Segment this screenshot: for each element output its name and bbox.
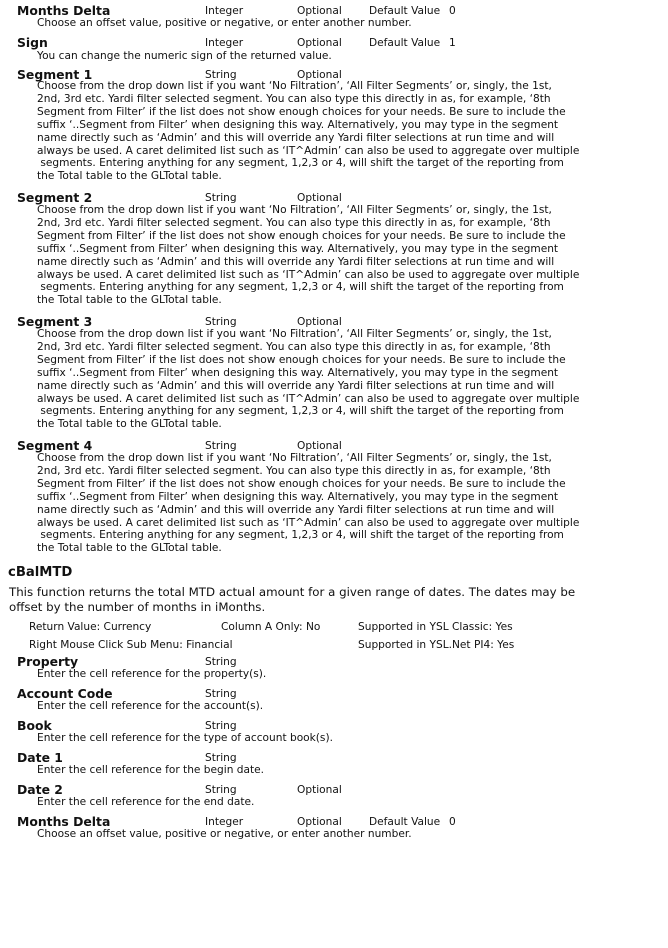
description-line: name directly such as ‘Admin’ and this will override any Yardi filter selections at run time and will: [37, 131, 555, 144]
param-default-label: Default Value: [369, 816, 441, 828]
param-default-label: Default Value: [369, 37, 441, 49]
param-type: String: [205, 656, 237, 668]
description-line: always be used. A caret delimited list such as ‘IT^Admin’ can also be used to aggregate over multiple: [37, 516, 580, 529]
param-default-value: 1: [449, 37, 456, 49]
description-line: always be used. A caret delimited list such as ‘IT^Admin’ can also be used to aggregate over multiple: [37, 392, 580, 405]
description-line: segments. Entering anything for any segment, 1,2,3 or 4, will shift the target of the reporting from: [37, 281, 564, 294]
description-line: name directly such as ‘Admin’ and this will override any Yardi filter selections at run time and will: [37, 255, 555, 268]
param-default-value: 0: [449, 5, 456, 17]
param-type: String: [205, 784, 237, 796]
description-line: the Total table to the GLTotal table.: [37, 418, 222, 431]
description-line: suffix ‘..Segment from Filter’ when designing this way. Alternatively, you may type in the segment: [37, 366, 559, 379]
description-line: Choose from the drop down list if you want ‘No Filtration’, ‘All Filter Segments’ or, singly, the 1st,: [37, 328, 552, 340]
param-description: Enter the cell reference for the account(s).: [37, 700, 264, 712]
param-optional: Optional: [297, 816, 342, 828]
right-mouse-submenu: Right Mouse Click Sub Menu: Financial: [29, 639, 233, 651]
param-optional: Optional: [297, 316, 342, 328]
description-line: suffix ‘..Segment from Filter’ when designing this way. Alternatively, you may type in the segment: [37, 242, 559, 255]
description-line: suffix ‘..Segment from Filter’ when designing this way. Alternatively, you may type in the segment: [37, 118, 559, 131]
param-type: Integer: [205, 37, 244, 49]
param-type: String: [205, 720, 237, 732]
param-name: Sign: [17, 35, 48, 50]
param-type: String: [205, 192, 237, 204]
description-line: segments. Entering anything for any segment, 1,2,3 or 4, will shift the target of the reporting from: [37, 157, 564, 170]
param-description: Choose an offset value, positive or negative, or enter another number.: [37, 828, 412, 840]
param-name: Segment 4: [17, 438, 93, 453]
param-optional: Optional: [297, 784, 342, 796]
param-default-value: 0: [449, 816, 456, 828]
function-title: cBalMTD: [8, 565, 73, 580]
description-line: 2nd, 3rd etc. Yardi filter selected segment. You can also type this directly in as, for example, ‘8th: [37, 340, 551, 353]
param-description: [37, 328, 579, 431]
description-line: the Total table to the GLTotal table.: [37, 170, 222, 183]
param-type: String: [205, 440, 237, 452]
supported-ysl-classic: Supported in YSL Classic: Yes: [358, 621, 513, 633]
param-name: Months Delta: [17, 3, 111, 18]
description-line: 2nd, 3rd etc. Yardi filter selected segment. You can also type this directly in as, for example, ‘8th: [37, 92, 551, 105]
column-a-only: Column A Only: No: [221, 621, 321, 633]
param-optional: Optional: [297, 5, 342, 17]
description-line: 2nd, 3rd etc. Yardi filter selected segment. You can also type this directly in as, for example, ‘8th: [37, 464, 551, 477]
param-name: Segment 2: [17, 190, 93, 205]
param-default-label: Default Value: [369, 5, 441, 17]
param-description: Enter the cell reference for the end date.: [37, 796, 255, 808]
description-line: name directly such as ‘Admin’ and this will override any Yardi filter selections at run time and will: [37, 379, 555, 392]
description-line: 2nd, 3rd etc. Yardi filter selected segment. You can also type this directly in as, for example, ‘8th: [37, 216, 551, 229]
param-description: Enter the cell reference for the property(s).: [37, 668, 267, 680]
description-line: Choose from the drop down list if you want ‘No Filtration’, ‘All Filter Segments’ or, singly, the 1st,: [37, 204, 552, 216]
description-line: Segment from Filter’ if the list does not show enough choices for your needs. Be sure to include the: [37, 477, 566, 490]
description-line: name directly such as ‘Admin’ and this will override any Yardi filter selections at run time and will: [37, 503, 555, 516]
description-line: the Total table to the GLTotal table.: [37, 294, 222, 307]
description-line: Choose an offset value, positive or negative, or enter another number.: [37, 17, 412, 29]
param-optional: Optional: [297, 69, 342, 81]
description-line: segments. Entering anything for any segment, 1,2,3 or 4, will shift the target of the reporting from: [37, 529, 564, 542]
param-name: Segment 3: [17, 314, 93, 329]
description-line: Choose from the drop down list if you want ‘No Filtration’, ‘All Filter Segments’ or, singly, the 1st,: [37, 452, 552, 464]
supported-ysl-net: Supported in YSL.Net PI4: Yes: [358, 639, 515, 651]
param-optional: Optional: [297, 440, 342, 452]
param-description: [37, 50, 332, 63]
description-line: Segment from Filter’ if the list does not show enough choices for your needs. Be sure to include the: [37, 353, 566, 366]
param-name: Account Code: [17, 686, 113, 701]
param-description: [37, 80, 579, 183]
param-description: Enter the cell reference for the begin date.: [37, 764, 265, 776]
param-name: Date 1: [17, 750, 63, 765]
param-description: Enter the cell reference for the type of account book(s).: [37, 732, 333, 744]
description-line: Segment from Filter’ if the list does not show enough choices for your needs. Be sure to include the: [37, 105, 566, 118]
param-optional: Optional: [297, 192, 342, 204]
param-type: String: [205, 69, 237, 81]
param-name: Book: [17, 718, 52, 733]
description-line: Segment from Filter’ if the list does not show enough choices for your needs. Be sure to include the: [37, 229, 566, 242]
param-description: [37, 17, 412, 30]
description-line: segments. Entering anything for any segment, 1,2,3 or 4, will shift the target of the reporting from: [37, 405, 564, 418]
description-line: the Total table to the GLTotal table.: [37, 542, 222, 555]
param-type: String: [205, 688, 237, 700]
description-line: You can change the numeric sign of the returned value.: [37, 50, 332, 62]
param-type: Integer: [205, 816, 244, 828]
description-line: suffix ‘..Segment from Filter’ when designing this way. Alternatively, you may type in the segment: [37, 490, 559, 503]
param-name: Property: [17, 654, 79, 669]
param-type: Integer: [205, 5, 244, 17]
param-type: String: [205, 752, 237, 764]
function-description: This function returns the total MTD actual amount for a given range of dates. The dates may be offset by the number of months in iMonths.: [9, 585, 576, 614]
param-name: Date 2: [17, 782, 63, 797]
param-description: [37, 204, 579, 307]
param-optional: Optional: [297, 37, 342, 49]
param-description: [37, 452, 579, 555]
description-line: Choose from the drop down list if you want ‘No Filtration’, ‘All Filter Segments’ or, singly, the 1st,: [37, 80, 552, 92]
param-name: Months Delta: [17, 814, 111, 829]
param-name: Segment 1: [17, 67, 93, 82]
description-line: always be used. A caret delimited list such as ‘IT^Admin’ can also be used to aggregate over multiple: [37, 268, 580, 281]
description-line: always be used. A caret delimited list such as ‘IT^Admin’ can also be used to aggregate over multiple: [37, 144, 580, 157]
return-value: Return Value: Currency: [29, 621, 152, 633]
param-type: String: [205, 316, 237, 328]
